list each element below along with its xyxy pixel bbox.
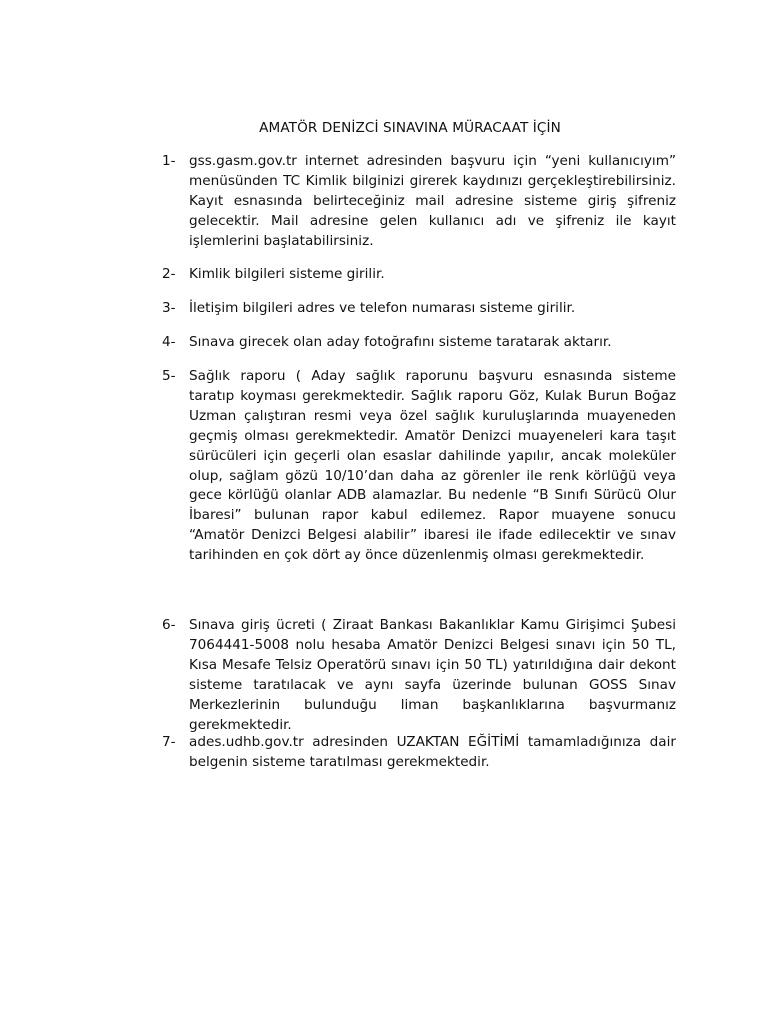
list-item-number: 7- bbox=[162, 734, 176, 750]
list-item-text: gss.gasm.gov.tr internet adresinden başvuru için “yeni kullanıcıyım” menüsünden TC Kimlik bilginizi girerek kaydınızı gerçekleştirebilirsiniz. Kayıt esnasında belirteceğiniz mail adresine sisteme giriş şifreniz gelecektir. Mail adresine gelen kullanıcı adı ve şifreniz ile kayıt işlemlerini başlatabilirsiniz. bbox=[189, 153, 676, 249]
list-item bbox=[162, 733, 676, 773]
list-item bbox=[162, 616, 676, 735]
list-item bbox=[162, 333, 676, 353]
list-item-text: ades.udhb.gov.tr adresinden UZAKTAN EĞİTİMİ tamamladığınıza dair belgenin sisteme taratılması gerekmektedir. bbox=[189, 734, 676, 770]
list-item-number: 1- bbox=[162, 153, 176, 169]
list-item-number: 5- bbox=[162, 368, 176, 384]
list-item bbox=[162, 152, 676, 252]
list-item-text: Sınava giriş ücreti ( Ziraat Bankası Bakanlıklar Kamu Girişimci Şubesi 7064441-5008 nolu hesaba Amatör Denizci Belgesi sınavı için 50 TL, Kısa Mesafe Telsiz Operatörü sınavı için 50 TL) yatırıldığına dair dekont sisteme taratılacak ve aynı sayfa üzerinde bulunan GOSS Sınav Merkezlerinin bulunduğu liman başkanlıklarına başvurmanız gerekmektedir. bbox=[189, 617, 676, 733]
list-item-number: 3- bbox=[162, 300, 176, 316]
list-item-number: 2- bbox=[162, 266, 176, 282]
list-item-number: 4- bbox=[162, 334, 176, 350]
list-item-text: Sağlık raporu ( Aday sağlık raporunu başvuru esnasında sisteme taratıp koyması gerekmektedir. Sağlık raporu Göz, Kulak Burun Boğaz Uzman çalıştıran resmi veya özel sağlık kuruluşlarında muayeneden geçmiş olması gerekmektedir. Amatör Denizci muayeneleri kara taşıt sürücüleri için geçerli olan esaslar dahilinde yapılır, ancak moleküler olup, sağlam gözü 10/10’dan daha az görenler ile renk körlüğü veya gece körlüğü olanlar ADB alamazlar. Bu nedenle “B Sınıfı Sürücü Olur İbaresi” bulunan rapor kabul edilemez. Rapor muayene sonucu “Amatör Denizci Belgesi alabilir” ibaresi ile ifade edilecektir ve sınav tarihinden en çok dört ay önce düzenlenmiş olması gerekmektedir. bbox=[189, 368, 676, 564]
list-item-number: 6- bbox=[162, 617, 176, 633]
list-item bbox=[162, 367, 676, 566]
document-title: AMATÖR DENİZCİ SINAVINA MÜRACAAT İÇİN bbox=[259, 120, 561, 136]
list-item-text: Sınava girecek olan aday fotoğrafını sisteme taratarak aktarır. bbox=[189, 334, 612, 350]
list-item-text: Kimlik bilgileri sisteme girilir. bbox=[189, 266, 385, 282]
list-item bbox=[162, 299, 676, 319]
list-item-text: İletişim bilgileri adres ve telefon numarası sisteme girilir. bbox=[189, 300, 576, 316]
list-item bbox=[162, 265, 676, 285]
